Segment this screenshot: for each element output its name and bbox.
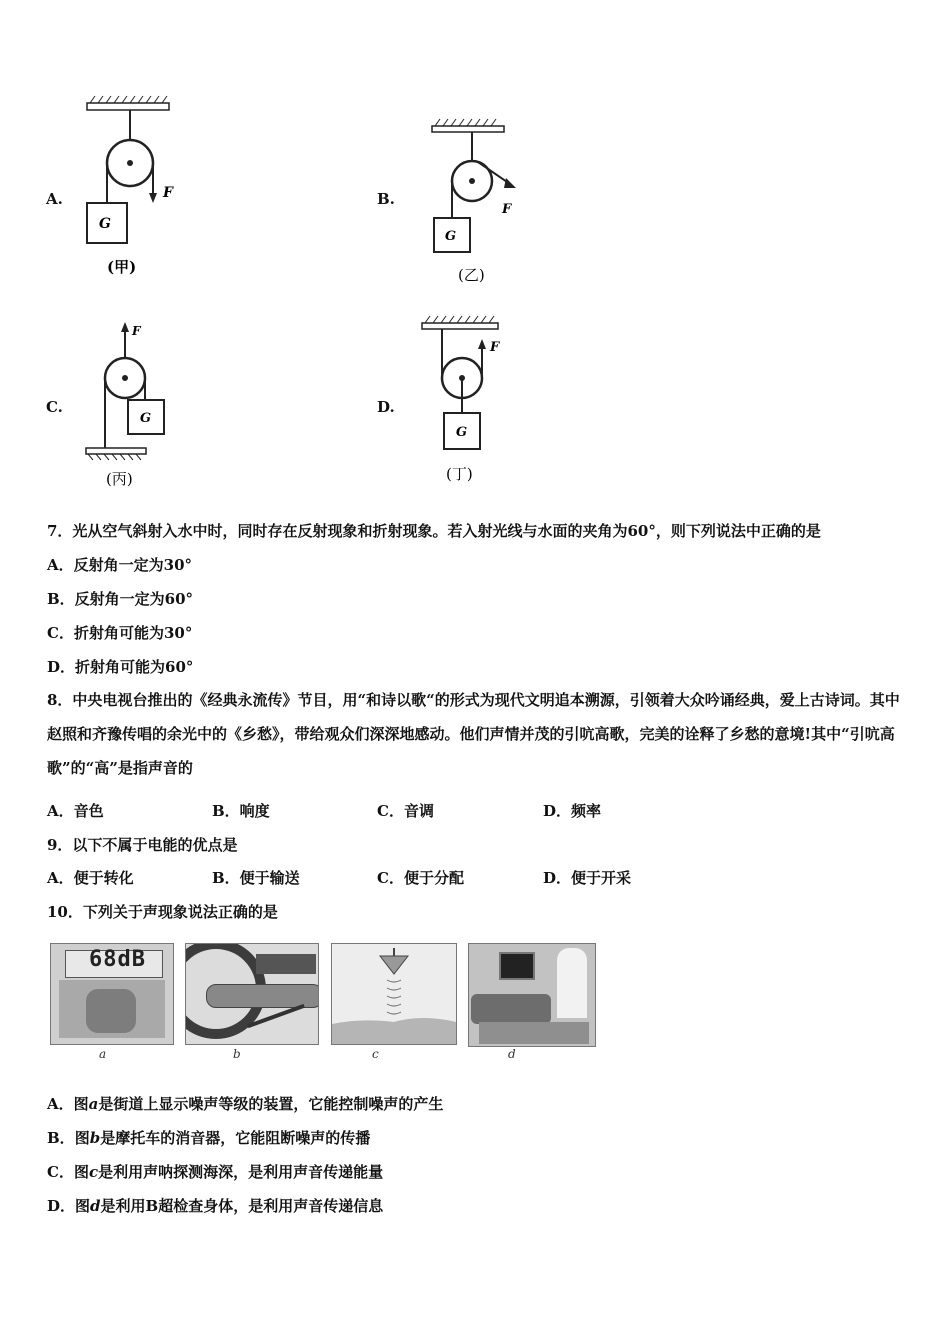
diagram-caption: (丁) xyxy=(446,465,473,483)
q7-option-b[interactable]: B．反射角一定为60° xyxy=(47,590,194,608)
q7-option-c[interactable]: C．折射角可能为30° xyxy=(47,624,193,642)
q10-option-c[interactable] xyxy=(47,1161,383,1182)
option-text-pre: 图 xyxy=(75,1197,91,1215)
option-text: 是摩托车的消音器，它能阻断噪声的传播 xyxy=(100,1129,371,1147)
weight-label: G xyxy=(99,216,111,232)
photo-d-ultrasound-exam xyxy=(468,943,596,1047)
figure-var: a xyxy=(88,1095,99,1113)
figure-var: d xyxy=(90,1197,101,1215)
q7-option-d[interactable]: D．折射角可能为60° xyxy=(47,658,194,676)
question-9-stem: 9．以下不属于电能的优点是 xyxy=(47,836,238,854)
weight-label: G xyxy=(445,229,457,244)
question-10-stem: 10．下列关于声现象说法正确的是 xyxy=(47,903,278,921)
figure-var: c xyxy=(88,1163,99,1181)
option-text: 是街道上显示噪声等级的装置，它能控制噪声的产生 xyxy=(98,1095,444,1113)
q10-option-b[interactable] xyxy=(47,1127,370,1148)
weight-label: G xyxy=(140,411,152,426)
pulley-diagram-d xyxy=(412,315,522,490)
photo-caption: b xyxy=(233,1047,241,1061)
q8-option-d[interactable]: D．频率 xyxy=(543,802,602,820)
q9-option-d[interactable]: D．便于开采 xyxy=(543,869,632,887)
photo-b-motorcycle-muffler xyxy=(185,943,319,1045)
q10-option-a[interactable] xyxy=(47,1093,443,1114)
force-label: F xyxy=(490,340,500,355)
photo-caption: d xyxy=(508,1047,516,1061)
q9-option-a[interactable]: A．便于转化 xyxy=(47,869,134,887)
option-letter: B． xyxy=(47,1129,75,1147)
question-8-stem: 8．中央电视台推出的《经典永流传》节目，用“和诗以歌“的形式为现代文明追本溯源，引领着大众吟诵经典，爱上古诗词。其中赵照和齐豫传唱的余光中的《乡愁》，带给观众们深深地感动。他们声情并茂的引吭高歌，完美的诠释了乡愁的意境!其中“引吭高歌”的“高”是指声音的 xyxy=(47,691,900,777)
option-text-pre: 图 xyxy=(73,1163,89,1181)
option-letter: D. xyxy=(377,398,395,416)
pulley-diagram-c xyxy=(78,320,188,490)
force-label: F xyxy=(502,202,512,217)
noise-reading: 68dB xyxy=(89,947,146,972)
pulley-diagram-b xyxy=(420,118,530,288)
option-letter: A． xyxy=(47,1095,74,1113)
photo-c-sonar-ship xyxy=(331,943,457,1045)
q9-option-c[interactable]: C．便于分配 xyxy=(377,869,464,887)
q7-option-a[interactable]: A．反射角一定为30° xyxy=(47,556,193,574)
photo-caption: c xyxy=(372,1047,379,1061)
diagram-caption: (丙) xyxy=(106,470,133,488)
question-7-stem: 7．光从空气斜射入水中时，同时存在反射现象和折射现象。若入射光线与水面的夹角为60°，则下列说法中正确的是 xyxy=(47,522,821,540)
option-letter: A. xyxy=(46,190,63,208)
pulley-diagram-a xyxy=(75,95,185,285)
force-label: F xyxy=(132,324,141,338)
diagram-caption: (乙) xyxy=(458,266,485,284)
q8-option-b[interactable]: B．响度 xyxy=(212,802,270,820)
option-text: 是利用声呐探测海深，是利用声音传递能量 xyxy=(98,1163,384,1181)
q10-option-d[interactable] xyxy=(47,1195,383,1216)
option-text: 是利用B超检查身体，是利用声音传递信息 xyxy=(100,1197,384,1215)
q8-option-c[interactable]: C．音调 xyxy=(377,802,434,820)
option-text-pre: 图 xyxy=(73,1095,89,1113)
weight-label: G xyxy=(456,425,468,440)
diagram-caption: (甲) xyxy=(107,258,137,276)
q9-option-b[interactable]: B．便于输送 xyxy=(212,869,300,887)
photo-caption: a xyxy=(99,1047,107,1061)
q8-option-a[interactable]: A．音色 xyxy=(47,802,104,820)
figure-var: b xyxy=(89,1129,101,1147)
option-letter: C. xyxy=(46,398,63,416)
option-letter: D． xyxy=(47,1197,76,1215)
force-label: F xyxy=(163,185,173,201)
option-letter: C． xyxy=(47,1163,74,1181)
photo-a-noise-display xyxy=(50,943,174,1045)
option-text-pre: 图 xyxy=(74,1129,90,1147)
option-letter: B. xyxy=(377,190,395,208)
